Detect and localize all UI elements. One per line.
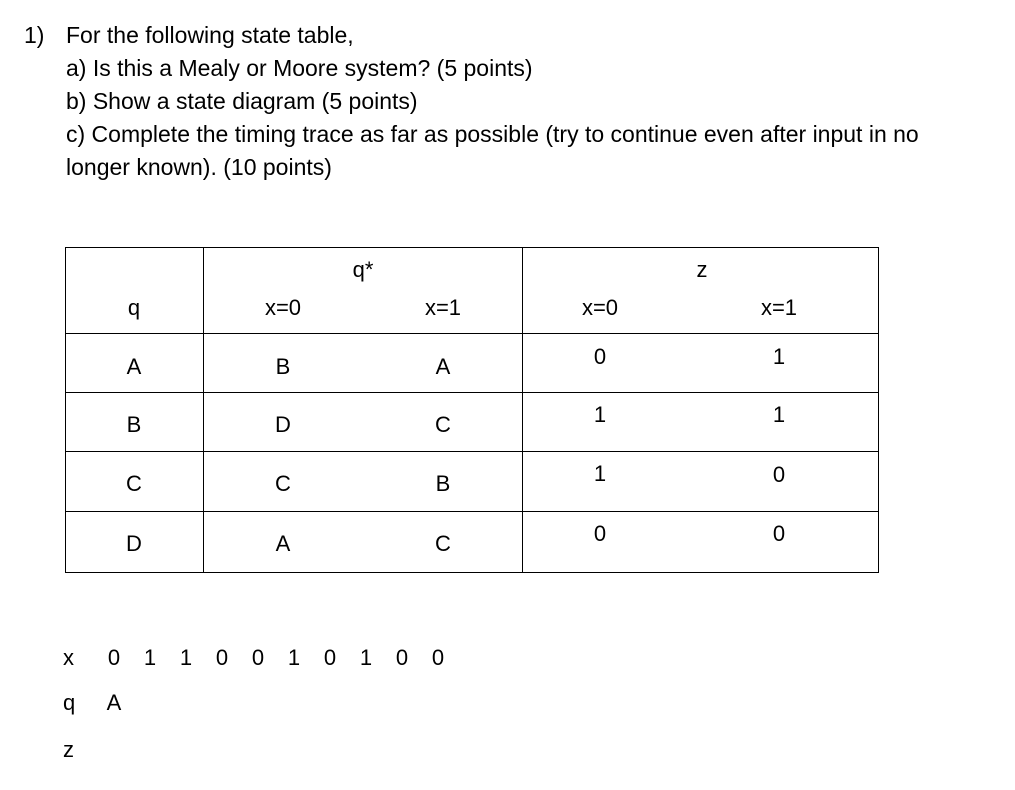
question-part-a: a) Is this a Mealy or Moore system? (5 points) <box>66 55 533 81</box>
table-cell-output-x1: 1 <box>772 344 786 369</box>
table-cell-next-x1: C <box>435 412 451 437</box>
question-number: 1) <box>24 22 45 48</box>
trace-x-values <box>96 645 456 671</box>
trace-x-value: 1 <box>359 645 373 670</box>
table-cell-state: D <box>126 531 142 556</box>
trace-x-value: 1 <box>143 645 157 670</box>
trace-q-values <box>96 690 132 716</box>
column-header-next-x0: x=0 <box>264 295 302 320</box>
table-cell-next-x0: A <box>275 531 291 556</box>
table-divider-horizontal <box>66 451 878 452</box>
table-cell-output-x1: 0 <box>772 521 786 546</box>
table-cell-output-x0: 0 <box>593 344 607 369</box>
table-cell-next-x0: C <box>275 471 291 496</box>
column-header-state: q <box>127 295 141 320</box>
output-header: z <box>696 257 708 282</box>
table-cell-next-x1: B <box>435 471 451 496</box>
trace-z-label: z <box>63 737 74 762</box>
column-header-next-x1: x=1 <box>424 295 462 320</box>
question-intro: For the following state table, <box>66 22 354 48</box>
table-cell-state: A <box>126 354 142 379</box>
table-cell-state: B <box>126 412 142 437</box>
trace-x-value: 0 <box>251 645 265 670</box>
table-divider-vertical <box>522 248 523 572</box>
table-cell-next-x0: D <box>275 412 291 437</box>
table-divider-vertical <box>203 248 204 572</box>
trace-x-value: 0 <box>215 645 229 670</box>
table-cell-output-x0: 1 <box>593 461 607 486</box>
table-divider-horizontal <box>66 333 878 334</box>
column-header-output-x0: x=0 <box>581 295 619 320</box>
question-part-b: b) Show a state diagram (5 points) <box>66 88 418 114</box>
trace-x-value: 0 <box>323 645 337 670</box>
trace-x-value: 0 <box>395 645 409 670</box>
trace-x-value: 1 <box>287 645 301 670</box>
table-cell-output-x1: 0 <box>772 462 786 487</box>
table-divider-horizontal <box>66 511 878 512</box>
trace-q-label: q <box>63 690 76 715</box>
table-cell-output-x0: 0 <box>593 521 607 546</box>
table-cell-output-x1: 1 <box>772 402 786 427</box>
table-cell-next-x1: A <box>435 354 451 379</box>
trace-x-value: 0 <box>107 645 121 670</box>
trace-q-value: A <box>106 690 122 715</box>
question-part-c-line2: longer known). (10 points) <box>66 154 332 180</box>
next-state-header: q* <box>352 257 374 282</box>
table-cell-output-x0: 1 <box>593 402 607 427</box>
table-cell-state: C <box>126 471 142 496</box>
trace-x-label: x <box>63 645 74 670</box>
question-part-c-line1: c) Complete the timing trace as far as possible (try to continue even after input in no <box>66 121 919 147</box>
table-divider-horizontal <box>66 392 878 393</box>
state-table <box>65 247 879 573</box>
table-cell-next-x1: C <box>435 531 451 556</box>
trace-x-value: 0 <box>431 645 445 670</box>
table-cell-next-x0: B <box>275 354 291 379</box>
trace-x-value: 1 <box>179 645 193 670</box>
column-header-output-x1: x=1 <box>760 295 798 320</box>
